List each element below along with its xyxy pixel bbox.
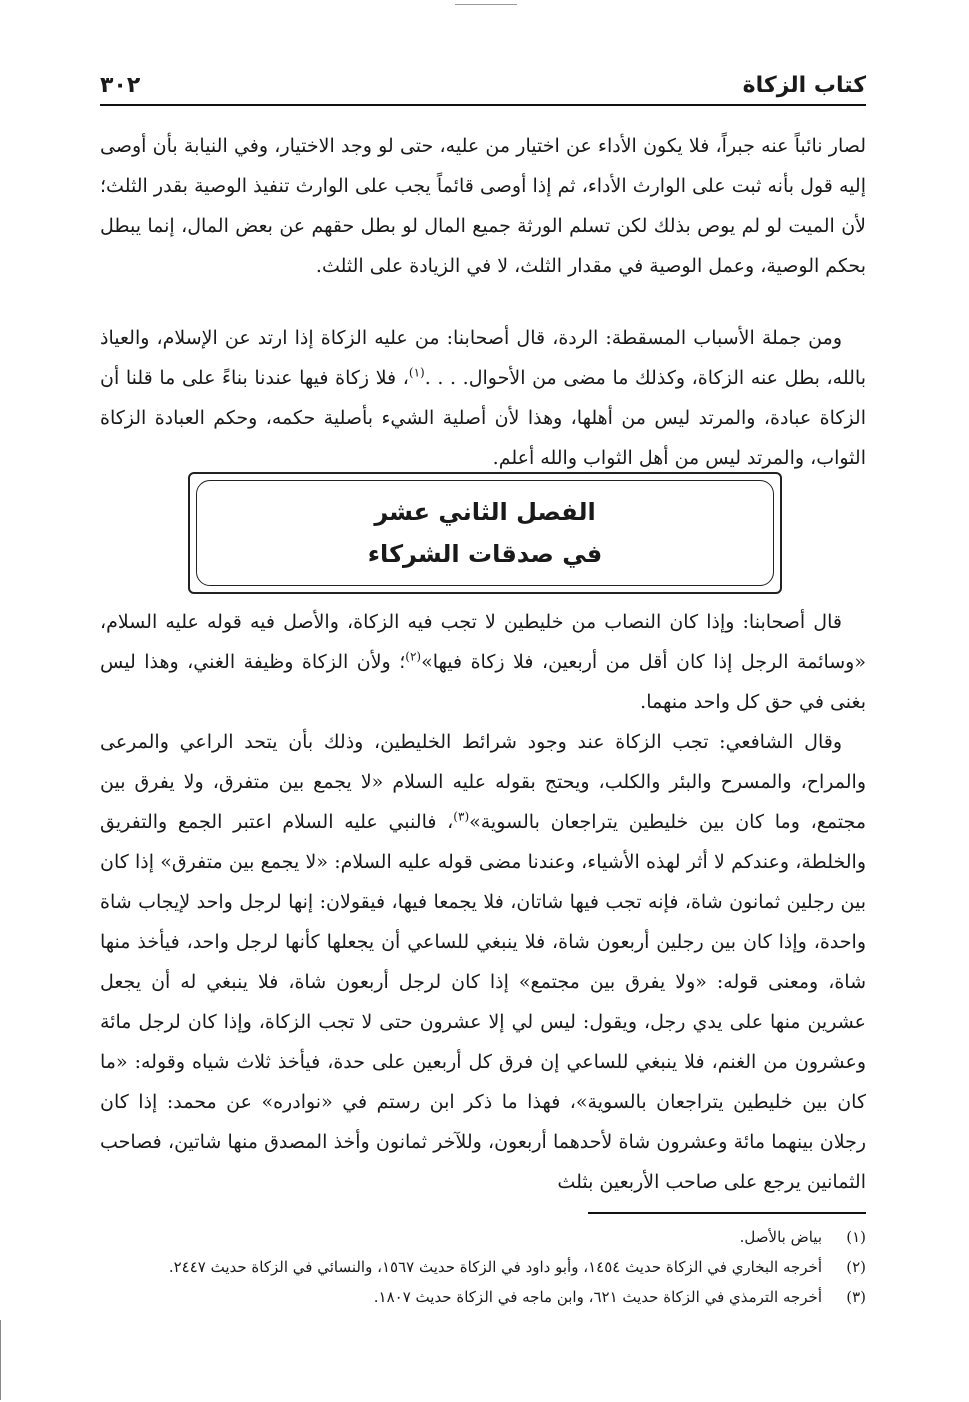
footnote-number: (٢) [846,1258,866,1276]
footnote-ref-2[interactable]: (٢) [405,649,422,664]
text-run: ؛ ولأن الزكاة وظيفة الغني، وهذا ليس بغنى في حق كل واحد منهما. [100,651,866,713]
page-header [100,60,866,106]
top-rule [455,4,517,5]
text-run: ، فالنبي عليه السلام اعتبر الجمع والتفريق والخلطة، وعندكم لا أثر لهذه الأشياء، وعندنا مضى قوله عليه السلام: «لا يجمع بين متفرق» إذا كان بين رجلين ثمانون شاة، فإنه تجب فيها شاتان، فلا يجمعا فيها، فيقولان: إنها لرجل واحد لإيجاب شاة واحدة، وإذا كان بين رجلين أربعون شاة، فلا ينبغي للساعي أن يجعلها كأنها لرجل واحد، فيأخذ منها شاة، ومعنى قوله: «ولا يفرق بين مجتمع» إذا كان لرجل أربعون شاة، فلا ينبغي له أن يجعل عشرين منها على يدي رجل، ويقول: ليس لي إلا عشرون حتى لا تجب الزكاة، وإذا كان لرجل مائة وعشرون من الغنم، فلا ينبغي للساعي إن فرق كل أربعين على حدة، فيأخذ ثلاث شياه وقوله: «ما كان بين خليطين يتراجعان بالسوية»، فهذا ما ذكر ابن رستم في «نوادره» عن محمد: إذا كان رجلان بينهما مائة وعشرون شاة لأحدهما أربعون، وللآخر ثمانون وأخذ المصدق منها شاتين، فصاحب الثمانين يرجع على صاحب الأربعين بثلث [100,811,866,1193]
paragraph-text: لصار نائباً عنه جبراً، فلا يكون الأداء عن اختيار من عليه، حتى لو وجد الاختيار، وفي النيابة بأن أوصى إليه قول بأنه ثبت على الوارث الأداء، ثم إذا أوصى قائماً يجب على الوارث تنفيذ الوصية بقدر الثلث؛ لأن الميت لو لم يوص بذلك لكن تسلم الورثة جميع المال لو بطل حقهم عن بعض المال، إنما يبطل بحكم الوصية، وعمل الوصية في مقدار الثلث، لا في الزيادة على الثلث. [100,135,867,277]
page-number: ٣٠٢ [100,73,141,98]
footnote-text: أخرجه الترمذي في الزكاة حديث ٦٢١، وابن ماجه في الزكاة حديث ١٨٠٧. [373,1288,822,1306]
chapter-subtitle: في صدقات الشركاء [367,540,603,568]
footnote-ref-3[interactable]: (٣) [453,809,470,824]
footnote-number: (١) [846,1228,866,1246]
text-run: قال أصحابنا: وإذا كان النصاب من خليطين لا تجب فيه الزكاة، والأصل فيه قوله عليه السلام، «وسائمة الرجل إذا كان أقل من أربعين، فلا زكاة فيها» [100,611,866,673]
chapter-heading-frame [188,472,782,594]
chapter-heading-inner [196,480,774,586]
footnotes [100,1222,866,1312]
scan-edge-mark [0,1320,1,1400]
footnote-ref-1[interactable]: (١) [408,365,425,380]
footnote-separator [588,1212,866,1214]
footnote-text: بياض بالأصل. [739,1228,822,1246]
footnote-item [100,1222,866,1252]
paragraph-2 [100,318,866,478]
paragraph-text [100,722,866,1202]
book-title: كتاب الزكاة [742,73,866,98]
text-run: وقال الشافعي: تجب الزكاة عند وجود شرائط الخليطين، وذلك بأن يتحد الراعي والمرعى والمراح، والمسرح والبئر والكلب، ويحتج بقوله عليه السلام «لا يجمع بين متفرق، ولا يفرق بين مجتمع، وما كان بين خليطين يتراجعان بالسوية» [100,731,866,833]
paragraph-text [100,602,866,722]
text-run: ومن جملة الأسباب المسقطة: الردة، قال أصحابنا: من عليه الزكاة إذا ارتد عن الإسلام، والعياذ بالله، بطل عنه الزكاة، وكذلك ما مضى من الأحوال. . . . [100,327,866,389]
text-run: ، فلا زكاة فيها عندنا بناءً على ما قلنا أن الزكاة عبادة، والمرتد ليس من أهلها، وهذا لأن أصلية الشيء بأصلية حكمه، وحكم العبادة الزكاة الثواب، والمرتد ليس من أهل الثواب والله أعلم. [100,367,866,469]
footnote-item [100,1282,866,1312]
footnote-item [100,1252,866,1282]
footnote-number: (٣) [846,1288,866,1306]
paragraph-1 [100,126,866,286]
paragraph-3 [100,602,866,722]
paragraph-text [100,318,866,478]
chapter-title: الفصل الثاني عشر [374,498,596,526]
paragraph-4 [100,722,866,1202]
footnote-text: أخرجه البخاري في الزكاة حديث ١٤٥٤، وأبو داود في الزكاة حديث ١٥٦٧، والنسائي في الزكاة حديث ٢٤٤٧. [168,1258,822,1276]
